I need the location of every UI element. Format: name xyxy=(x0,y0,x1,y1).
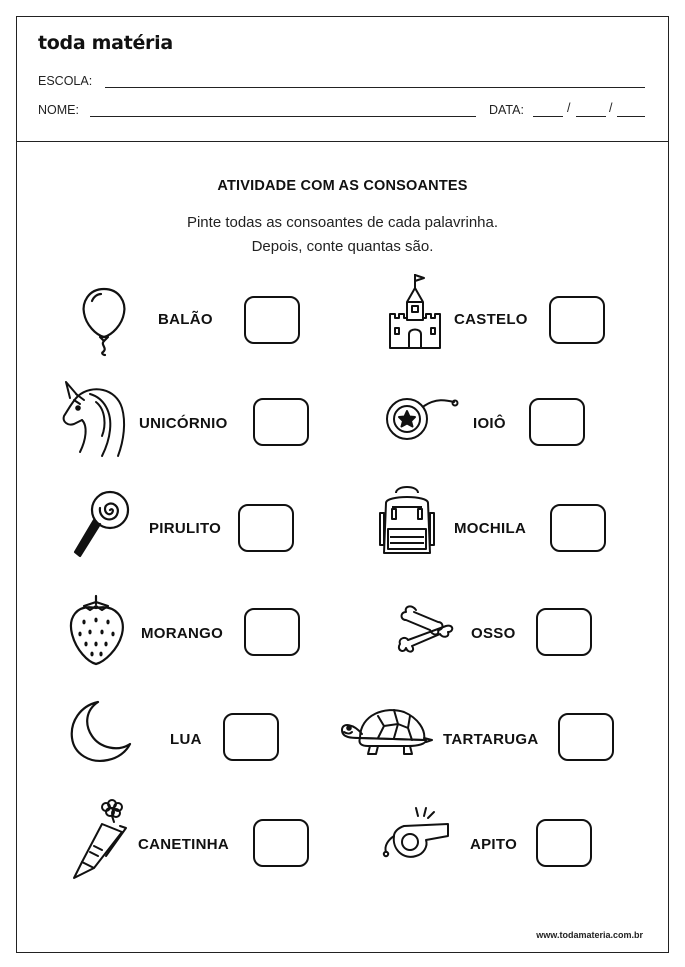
word-label: OSSO xyxy=(471,625,516,642)
answer-box[interactable] xyxy=(558,713,614,761)
answer-box[interactable] xyxy=(529,398,585,446)
date-year-line[interactable] xyxy=(617,116,645,117)
backpack-icon xyxy=(376,483,438,559)
answer-box[interactable] xyxy=(244,296,300,344)
yoyo-icon xyxy=(380,392,460,442)
answer-box[interactable] xyxy=(536,608,592,656)
school-input-line[interactable] xyxy=(105,87,645,88)
word-label: CASTELO xyxy=(454,311,528,328)
word-label: TARTARUGA xyxy=(443,731,539,748)
word-label: BALÃO xyxy=(158,311,213,328)
word-label: APITO xyxy=(470,836,518,853)
header-divider xyxy=(16,141,669,142)
date-separator-2: / xyxy=(609,101,613,115)
name-input-line[interactable] xyxy=(90,116,476,117)
date-day-line[interactable] xyxy=(533,116,563,117)
school-label: ESCOLA: xyxy=(38,74,93,88)
name-label: NOME: xyxy=(38,103,79,117)
lollipop-icon xyxy=(72,488,134,560)
answer-box[interactable] xyxy=(238,504,294,552)
moon-icon xyxy=(68,698,132,764)
instruction-line-2: Depois, conte quantas são. xyxy=(251,238,434,255)
answer-box[interactable] xyxy=(223,713,279,761)
answer-box[interactable] xyxy=(536,819,592,867)
strawberry-icon xyxy=(66,594,128,666)
balloon-icon xyxy=(78,285,130,357)
castle-icon xyxy=(386,272,444,352)
unicorn-icon xyxy=(58,380,128,460)
activity-title: ATIVIDADE COM AS CONSOANTES xyxy=(217,178,468,194)
answer-box[interactable] xyxy=(549,296,605,344)
word-label: UNICÓRNIO xyxy=(139,415,228,432)
date-month-line[interactable] xyxy=(576,116,606,117)
instruction-line-1: Pinte todas as consoantes de cada palavrinha. xyxy=(186,214,499,231)
marker-pen-icon xyxy=(68,796,130,880)
date-label: DATA: xyxy=(489,103,524,117)
word-label: LUA xyxy=(170,731,202,748)
answer-box[interactable] xyxy=(253,819,309,867)
whistle-icon xyxy=(380,806,454,866)
word-label: PIRULITO xyxy=(149,520,222,537)
word-label: MOCHILA xyxy=(454,520,527,537)
footer-website: www.todamateria.com.br xyxy=(536,930,643,940)
bone-icon xyxy=(394,600,460,656)
answer-box[interactable] xyxy=(244,608,300,656)
date-separator-1: / xyxy=(567,101,571,115)
word-label: MORANGO xyxy=(141,625,224,642)
turtle-icon xyxy=(338,704,436,758)
word-label: IOIÔ xyxy=(473,415,506,432)
word-label: CANETINHA xyxy=(138,836,230,853)
answer-box[interactable] xyxy=(550,504,606,552)
brand-logo: toda matéria xyxy=(38,32,173,54)
answer-box[interactable] xyxy=(253,398,309,446)
